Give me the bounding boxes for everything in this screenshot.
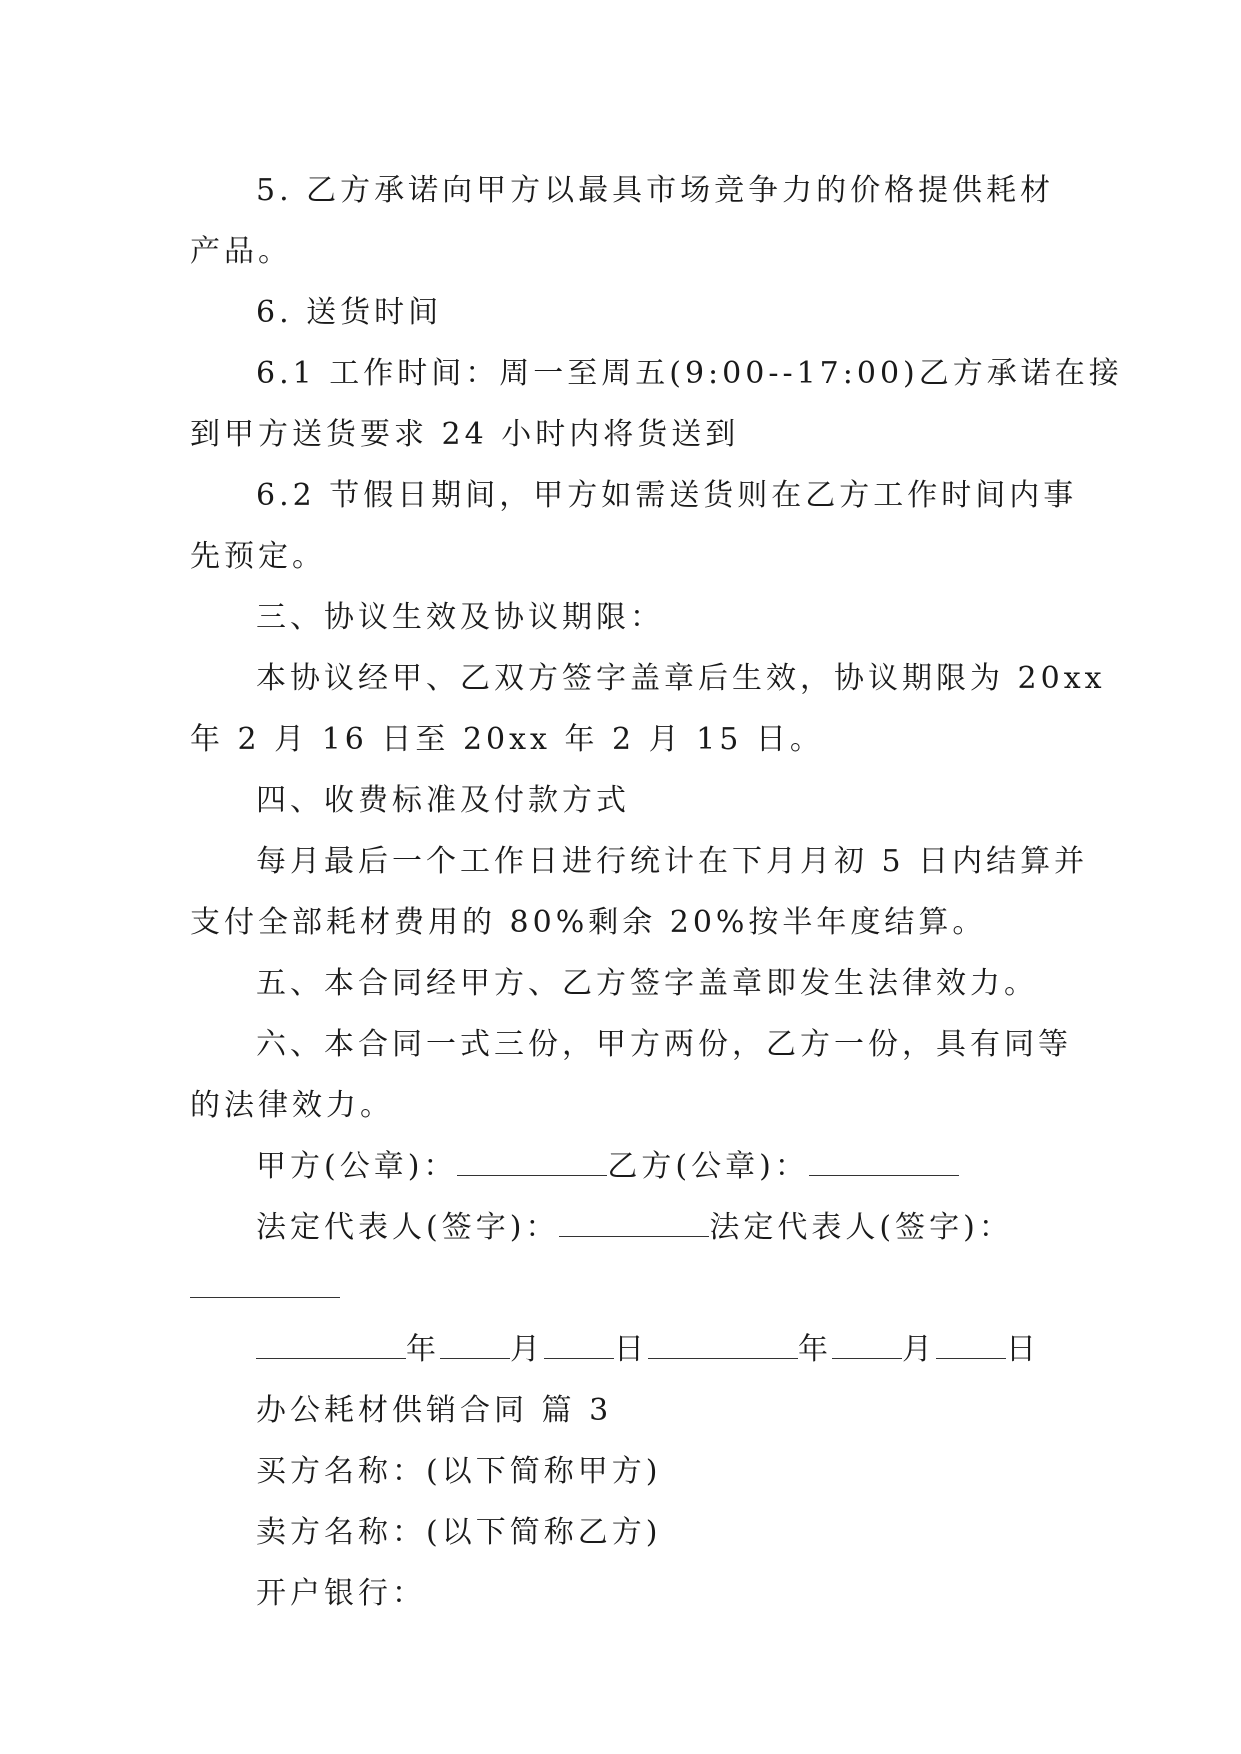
document-body (190, 160, 1123, 1624)
party-b-seal-blank (809, 1151, 959, 1176)
rep-a-label: 法定代表人(签字)： (256, 1210, 560, 1245)
paragraph-line: 的法律效力。 (190, 1088, 394, 1123)
bank-line: 开户银行： (256, 1576, 426, 1611)
seal-line (190, 1136, 1050, 1197)
seller-name-line: 卖方名称：(以下简称乙方) (256, 1515, 662, 1550)
paragraph-line: 年 2 月 16 日至 20xx 年 2 月 15 日。 (190, 722, 824, 757)
paragraph-line: 本协议经甲、乙双方签字盖章后生效，协议期限为 20xx (256, 661, 1106, 696)
party-a-seal-blank (457, 1151, 607, 1176)
paragraph-line: 每月最后一个工作日进行统计在下月月初 5 日内结算并 (256, 844, 1089, 879)
paragraph-line: 先预定。 (190, 539, 326, 574)
date-a-day-blank (544, 1334, 614, 1359)
paragraph-line: 支付全部耗材费用的 80%剩余 20%按半年度结算。 (190, 905, 987, 940)
rep-b-blank-line (190, 1258, 1050, 1319)
paragraph-line: 五、本合同经甲方、乙方签字盖章即发生法律效力。 (256, 966, 1038, 1001)
rep-a-blank (559, 1212, 709, 1237)
date-b-year-label: 年 (798, 1332, 832, 1367)
date-a-month-label: 月 (510, 1332, 544, 1367)
contract-3-title: 办公耗材供销合同 篇 3 (256, 1393, 613, 1428)
paragraph-line: 到甲方送货要求 24 小时内将货送到 (190, 417, 740, 452)
paragraph-line: 6.1 工作时间：周一至周五(9:00--17:00)乙方承诺在接 (256, 356, 1123, 391)
paragraph-line: 产品。 (190, 234, 292, 269)
paragraph-line: 6.2 节假日期间，甲方如需送货则在乙方工作时间内事 (256, 478, 1078, 513)
date-b-year-blank (648, 1334, 798, 1359)
section-heading: 四、收费标准及付款方式 (256, 783, 630, 818)
paragraph-line: 5. 乙方承诺向甲方以最具市场竞争力的价格提供耗材 (256, 173, 1055, 208)
section-heading: 6. 送货时间 (256, 295, 443, 330)
date-line (190, 1319, 1050, 1380)
date-a-year-label: 年 (406, 1332, 440, 1367)
party-a-seal-label: 甲方(公章)： (256, 1149, 458, 1184)
representative-line (190, 1197, 1050, 1258)
section-heading: 三、协议生效及协议期限： (256, 600, 664, 635)
date-a-day-label: 日 (614, 1332, 648, 1367)
rep-b-blank (190, 1273, 340, 1298)
date-a-year-blank (256, 1334, 406, 1359)
rep-b-label: 法定代表人(签字)： (709, 1210, 1013, 1245)
date-b-day-label: 日 (1006, 1332, 1040, 1367)
date-b-day-blank (936, 1334, 1006, 1359)
date-b-month-label: 月 (902, 1332, 936, 1367)
buyer-name-line: 买方名称：(以下简称甲方) (256, 1454, 662, 1489)
date-a-month-blank (440, 1334, 510, 1359)
date-b-month-blank (832, 1334, 902, 1359)
paragraph-line: 六、本合同一式三份，甲方两份，乙方一份，具有同等 (256, 1027, 1072, 1062)
party-b-seal-label: 乙方(公章)： (607, 1149, 809, 1184)
